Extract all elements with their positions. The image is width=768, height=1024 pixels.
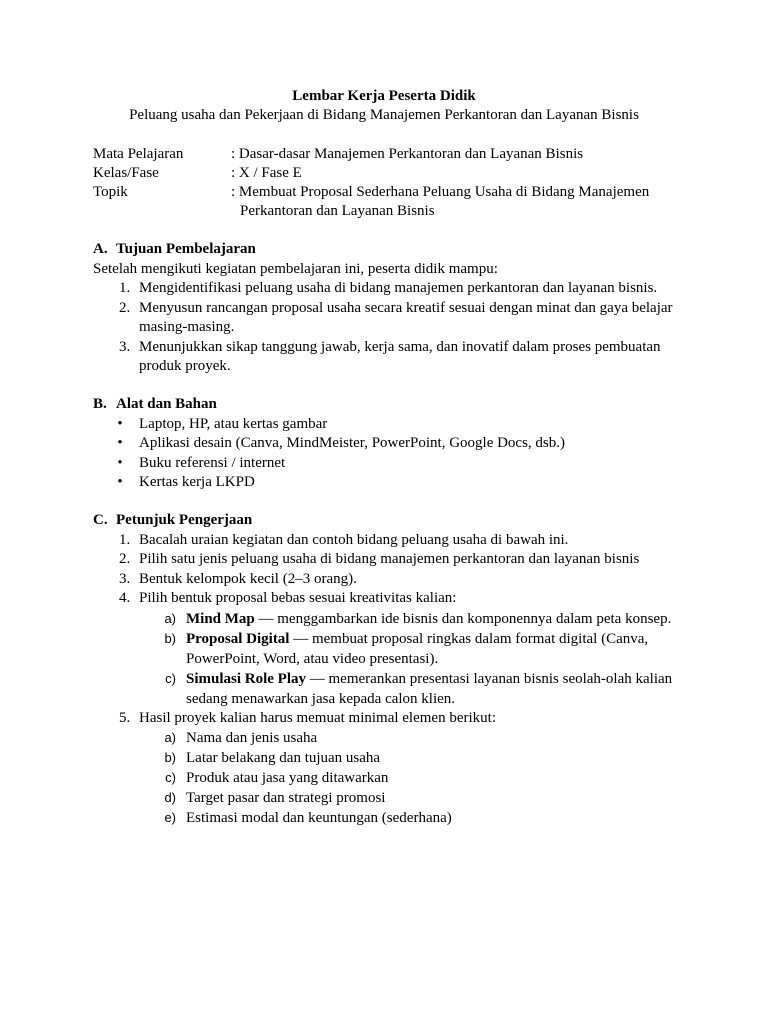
list-item [93,709,693,729]
sub-list-item [93,748,693,768]
section-title: Petunjuk Pengerjaan [116,512,253,528]
item-number: 4. [119,590,131,606]
sub-item-letter: c) [165,670,176,686]
sub-item-bold: Mind Map [186,610,255,627]
item-text: Laptop, HP, atau kertas gambar [139,415,328,432]
section-title: Tujuan Pembelajaran [116,241,256,257]
info-table [93,145,693,221]
document-title: Lembar Kerja Peserta Didik [292,88,476,104]
list-item [93,415,693,435]
item-text: Bentuk kelompok kecil (2–3 orang). [139,570,357,587]
sub-item-text: Nama dan jenis usaha [186,730,318,746]
sub-list-item [93,788,693,808]
info-value: : Dasar-dasar Manajemen Perkantoran dan Layanan Bisnis [231,146,584,162]
sub-item-letter: b) [164,750,176,765]
list-item [93,589,693,609]
sub-item-letter: d) [164,790,176,805]
sub-item-text: — memerankan presentasi layanan bisnis seolah-olah kalian sedang menawarkan jasa kepada calon klien. [186,670,673,707]
item-text: Pilih bentuk proposal bebas sesuai kreativitas kalian: [139,590,457,606]
sub-item-text: Latar belakang dan tujuan usaha [186,750,381,766]
sub-item-letter: b) [164,630,176,646]
sub-list-item [93,808,693,828]
sub-item-letter: a) [164,610,176,626]
section-b [93,395,693,493]
list-item [93,338,693,377]
bullet-icon: • [117,454,123,471]
section-title: Alat dan Bahan [116,396,217,412]
sub-item-letter: c) [165,770,176,785]
bullet-icon: • [117,474,123,490]
item-number: 3. [119,570,131,587]
sub-list-item [93,609,693,629]
item-text: Mengidentifikasi peluang usaha di bidang manajemen perkantoran dan layanan bisnis. [139,280,658,296]
section-heading [93,240,693,260]
info-value-continuation: Perkantoran dan Layanan Bisnis [240,203,435,219]
item-number: 2. [119,299,131,316]
info-value [231,183,693,221]
item-text: Hasil proyek kalian harus memuat minimal elemen berikut: [139,709,496,726]
list-item [93,531,693,551]
section-intro: Setelah mengikuti kegiatan pembelajaran ini, peserta didik mampu: [93,260,498,277]
section-heading [93,511,693,531]
document-subtitle: Peluang usaha dan Pekerjaan di Bidang Manajemen Perkantoran dan Layanan Bisnis [129,107,639,123]
list-item [93,299,693,338]
list-item [93,570,693,590]
bullet-icon: • [117,415,123,432]
item-number: 5. [119,709,131,726]
item-text: Pilih satu jenis peluang usaha di bidang manajemen perkantoran dan layanan bisnis [139,551,640,567]
sub-item-letter: a) [164,730,176,745]
item-text: Bacalah uraian kegiatan dan contoh bidang peluang usaha di bawah ini. [139,531,569,548]
sub-list-item [93,669,693,709]
info-label: Topik [93,184,128,200]
item-text: Aplikasi desain (Canva, MindMeister, PowerPoint, Google Docs, dsb.) [139,435,566,451]
sub-list-item [93,629,693,669]
item-text: Buku referensi / internet [139,454,286,471]
sub-list-item [93,768,693,788]
section-a [93,240,693,377]
info-value-line: : Membuat Proposal Sederhana Peluang Usaha di Bidang Manajemen [231,184,650,200]
sub-item-letter: e) [164,810,176,825]
sub-item-text: Target pasar dan strategi promosi [186,790,386,806]
item-number: 3. [119,338,131,355]
sub-item-bold: Simulasi Role Play [186,670,307,687]
item-text: Menunjukkan sikap tanggung jawab, kerja sama, dan inovatif dalam proses pembuatan produk proyek. [139,338,661,374]
list-item [93,434,693,454]
info-label: Kelas/Fase [93,165,159,181]
section-letter: A. [93,241,108,257]
list-item [93,454,693,474]
sub-item-text: — membuat proposal ringkas dalam format digital (Canva, PowerPoint, Word, atau video presentasi). [186,630,649,667]
list-item [93,550,693,570]
section-c [93,511,693,828]
info-label: Mata Pelajaran [93,146,184,162]
sub-item-text: Produk atau jasa yang ditawarkan [186,770,389,786]
item-number: 1. [119,531,131,548]
section-letter: C. [93,512,108,528]
info-row-topic [93,183,693,221]
bullet-icon: • [117,435,123,451]
sub-list-item [93,728,693,748]
info-row-class [93,164,693,183]
sub-item-text: Estimasi modal dan keuntungan (sederhana) [186,810,452,826]
info-value: : X / Fase E [231,165,302,181]
item-text: Kertas kerja LKPD [139,474,255,490]
section-letter: B. [93,396,107,412]
list-item [93,473,693,493]
item-number: 1. [119,280,131,296]
item-text: Menyusun rancangan proposal usaha secara kreatif sesuai dengan minat dan gaya belajar masing-masing. [139,299,673,335]
sub-item-text: — menggambarkan ide bisnis dan komponennya dalam peta konsep. [254,610,672,627]
list-item [93,279,693,299]
item-number: 2. [119,551,131,567]
info-row-subject [93,145,693,164]
section-heading [93,395,693,415]
sub-item-bold: Proposal Digital [186,630,290,647]
